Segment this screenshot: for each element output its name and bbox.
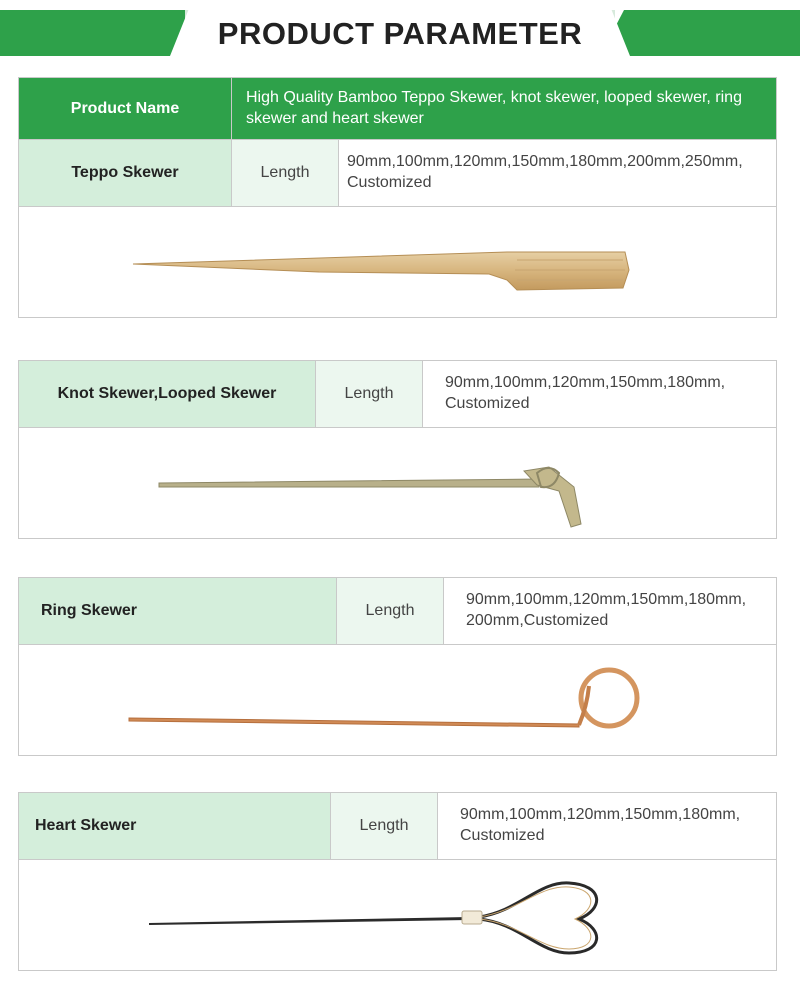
product-image-cell [19,860,777,971]
ring-skewer-image [19,646,776,754]
skewer-name: Teppo Skewer [19,140,232,207]
skewer-name: Knot Skewer,Looped Skewer [19,361,316,428]
teppo-skewer-image [19,208,776,316]
page-title: PRODUCT PARAMETER [217,16,583,51]
length-values: 90mm,100mm,120mm,150mm,180mm,200mm,250mm, Customized [339,140,777,207]
teppo-table [18,77,777,318]
product-image-cell [19,428,777,539]
product-name-label: Product Name [19,78,232,140]
heart-table [18,792,777,971]
title-banner [0,10,800,56]
product-image-cell [19,207,777,318]
length-values: 90mm,100mm,120mm,150mm,180mm, Customized [423,361,777,428]
length-label: Length [316,361,423,428]
length-values: 90mm,100mm,120mm,150mm,180mm, 200mm,Customized [444,578,777,645]
knot-table [18,360,777,539]
length-label: Length [331,793,438,860]
length-values: 90mm,100mm,120mm,150mm,180mm, Customized [438,793,777,860]
product-name-value: High Quality Bamboo Teppo Skewer, knot skewer, looped skewer, ring skewer and heart skewer [232,78,777,140]
ring-table [18,577,777,756]
length-label: Length [337,578,444,645]
product-image-cell [19,645,777,756]
heart-skewer-image [19,861,776,969]
skewer-name: Heart Skewer [19,793,331,860]
skewer-name: Ring Skewer [19,578,337,645]
length-label: Length [232,140,339,207]
knot-skewer-image [19,429,776,537]
